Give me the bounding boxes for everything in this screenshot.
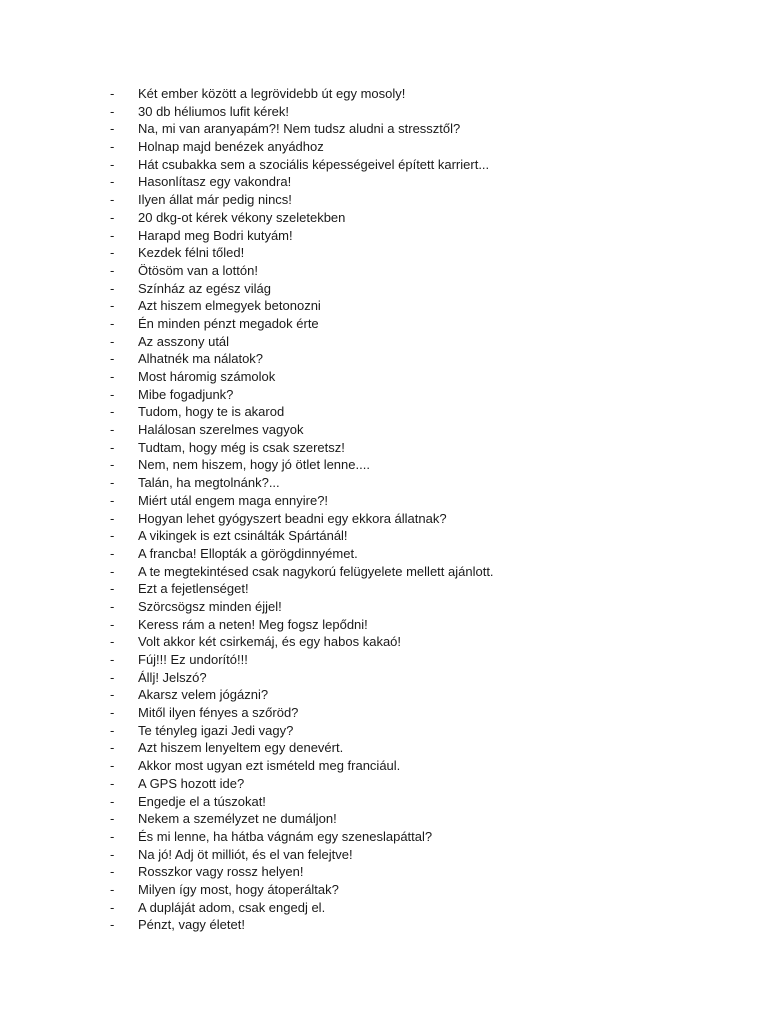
list-item-text: A te megtekintésed csak nagykorú felügyelete mellett ajánlott. bbox=[138, 563, 494, 579]
list-bullet: - bbox=[110, 864, 115, 880]
list-item-text: Mibe fogadjunk? bbox=[138, 386, 234, 402]
list-bullet: - bbox=[110, 315, 115, 331]
list-item-text: A francba! Ellopták a görögdinnyémet. bbox=[138, 545, 358, 561]
list-bullet: - bbox=[110, 86, 115, 101]
list-bullet: - bbox=[110, 881, 115, 897]
list-item bbox=[110, 315, 730, 333]
list-bullet: - bbox=[110, 652, 115, 667]
list-item bbox=[110, 686, 730, 704]
list-bullet: - bbox=[110, 528, 115, 544]
list-bullet: - bbox=[110, 687, 115, 703]
list-item bbox=[110, 757, 730, 775]
list-item bbox=[110, 244, 730, 262]
list-item bbox=[110, 138, 730, 156]
list-item bbox=[110, 403, 730, 421]
list-item-text: Halálosan szerelmes vagyok bbox=[138, 422, 304, 438]
list-item bbox=[110, 333, 730, 351]
list-bullet: - bbox=[110, 510, 115, 526]
list-bullet: - bbox=[110, 227, 115, 243]
list-bullet: - bbox=[110, 121, 115, 137]
list-item-text: Rosszkor vagy rossz helyen! bbox=[138, 864, 304, 880]
list-item bbox=[110, 227, 730, 245]
list-bullet: - bbox=[110, 793, 115, 809]
list-item bbox=[110, 191, 730, 209]
list-item-text: Ilyen állat már pedig nincs! bbox=[138, 192, 292, 208]
list-item bbox=[110, 846, 730, 864]
list-item bbox=[110, 899, 730, 917]
list-item-text: 20 dkg-ot kérek vékony szeletekben bbox=[138, 209, 346, 225]
list-item bbox=[110, 810, 730, 828]
list-item-text: Alhatnék ma nálatok? bbox=[138, 351, 264, 367]
list-bullet: - bbox=[110, 192, 115, 208]
list-item-text: Azt hiszem lenyeltem egy denevért. bbox=[138, 740, 344, 756]
list-bullet: - bbox=[110, 404, 115, 420]
list-item bbox=[110, 368, 730, 386]
list-item bbox=[110, 722, 730, 740]
list-item bbox=[110, 474, 730, 492]
list-item bbox=[110, 492, 730, 510]
list-item-text: Harapd meg Bodri kutyám! bbox=[138, 227, 293, 243]
list-item-text: 30 db héliumos lufit kérek! bbox=[138, 103, 290, 119]
list-bullet: - bbox=[110, 369, 115, 384]
list-bullet: - bbox=[110, 156, 115, 172]
list-item bbox=[110, 510, 730, 528]
list-item bbox=[110, 350, 730, 368]
list-item bbox=[110, 580, 730, 598]
list-bullet: - bbox=[110, 280, 115, 296]
list-item-text: Miért utál engem maga ennyire?! bbox=[138, 492, 329, 508]
list-item-text: Ezt a fejetlenséget! bbox=[138, 581, 249, 597]
list-item bbox=[110, 262, 730, 280]
list-item-text: A GPS hozott ide? bbox=[138, 775, 245, 791]
list-item-text: Hogyan lehet gyógyszert beadni egy ekkora állatnak? bbox=[138, 510, 447, 526]
list-item-text: Volt akkor két csirkemáj, és egy habos kakaó! bbox=[138, 634, 402, 650]
phrase-list bbox=[110, 85, 730, 934]
list-item-text: Hát csubakka sem a szociális képességeivel épített karriert... bbox=[138, 156, 490, 172]
list-bullet: - bbox=[110, 475, 115, 491]
list-item bbox=[110, 863, 730, 881]
list-bullet: - bbox=[110, 634, 115, 650]
list-item-text: Te tényleg igazi Jedi vagy? bbox=[138, 722, 294, 738]
list-item-text: Kezdek félni tőled! bbox=[138, 245, 245, 261]
list-item-text: Az asszony utál bbox=[138, 333, 230, 349]
list-bullet: - bbox=[110, 705, 115, 721]
list-item bbox=[110, 633, 730, 651]
list-item-text: Állj! Jelszó? bbox=[138, 669, 207, 685]
list-item-text: Pénzt, vagy életet! bbox=[138, 917, 245, 933]
list-item bbox=[110, 793, 730, 811]
list-item-text: Akkor most ugyan ezt ismételd meg franciául. bbox=[138, 758, 401, 774]
list-item-text: Most háromig számolok bbox=[138, 369, 276, 384]
list-item bbox=[110, 456, 730, 474]
list-bullet: - bbox=[110, 917, 115, 933]
list-item-text: Na jó! Adj öt milliót, és el van felejtve! bbox=[138, 846, 353, 862]
list-item bbox=[110, 85, 730, 103]
list-bullet: - bbox=[110, 616, 115, 632]
list-item bbox=[110, 598, 730, 616]
list-item-text: Talán, ha megtolnánk?... bbox=[138, 475, 280, 491]
list-item-text: Mitől ilyen fényes a szőröd? bbox=[138, 705, 299, 721]
list-bullet: - bbox=[110, 386, 115, 402]
list-item bbox=[110, 439, 730, 457]
list-item bbox=[110, 545, 730, 563]
list-bullet: - bbox=[110, 740, 115, 756]
list-bullet: - bbox=[110, 563, 115, 579]
list-bullet: - bbox=[110, 333, 115, 349]
list-bullet: - bbox=[110, 245, 115, 261]
list-item-text: Nekem a személyzet ne dumáljon! bbox=[138, 811, 337, 827]
list-item-text: Holnap majd benézek anyádhoz bbox=[138, 139, 324, 155]
list-item bbox=[110, 651, 730, 669]
list-bullet: - bbox=[110, 103, 115, 119]
list-bullet: - bbox=[110, 758, 115, 774]
list-item bbox=[110, 828, 730, 846]
list-bullet: - bbox=[110, 899, 115, 915]
list-item bbox=[110, 916, 730, 934]
list-bullet: - bbox=[110, 722, 115, 738]
list-item bbox=[110, 616, 730, 634]
list-item-text: Tudtam, hogy még is csak szeretsz! bbox=[138, 439, 345, 455]
list-item-text: Ötösöm van a lottón! bbox=[138, 262, 258, 278]
list-bullet: - bbox=[110, 298, 115, 314]
list-item bbox=[110, 103, 730, 121]
list-bullet: - bbox=[110, 457, 115, 473]
list-item bbox=[110, 120, 730, 138]
list-item-text: Én minden pénzt megadok érte bbox=[138, 315, 319, 331]
list-item bbox=[110, 563, 730, 581]
list-item-text: Két ember között a legrövidebb út egy mosoly! bbox=[138, 86, 406, 101]
list-item-text: A dupláját adom, csak engedj el. bbox=[138, 899, 326, 915]
list-bullet: - bbox=[110, 598, 115, 614]
list-item-text: Akarsz velem jógázni? bbox=[138, 687, 269, 703]
list-item-text: Nem, nem hiszem, hogy jó ötlet lenne.... bbox=[138, 457, 370, 473]
list-bullet: - bbox=[110, 492, 115, 508]
list-item bbox=[110, 280, 730, 298]
list-item bbox=[110, 209, 730, 227]
list-item-text: Fúj!!! Ez undorító!!! bbox=[138, 652, 248, 667]
list-bullet: - bbox=[110, 139, 115, 155]
list-item-text: A vikingek is ezt csinálták Spártánál! bbox=[138, 528, 348, 544]
list-bullet: - bbox=[110, 669, 115, 685]
list-bullet: - bbox=[110, 811, 115, 827]
list-item bbox=[110, 297, 730, 315]
list-bullet: - bbox=[110, 209, 115, 225]
list-item bbox=[110, 739, 730, 757]
list-item bbox=[110, 775, 730, 793]
list-bullet: - bbox=[110, 351, 115, 367]
list-item bbox=[110, 669, 730, 687]
list-bullet: - bbox=[110, 581, 115, 597]
list-bullet: - bbox=[110, 545, 115, 561]
list-bullet: - bbox=[110, 439, 115, 455]
list-item-text: Szörcsögsz minden éjjel! bbox=[138, 598, 282, 614]
list-bullet: - bbox=[110, 174, 115, 190]
list-item-text: Na, mi van aranyapám?! Nem tudsz aludni a stressztől? bbox=[138, 121, 461, 137]
list-bullet: - bbox=[110, 262, 115, 278]
list-item-text: Hasonlítasz egy vakondra! bbox=[138, 174, 292, 190]
list-item bbox=[110, 704, 730, 722]
list-item bbox=[110, 173, 730, 191]
list-item-text: Színház az egész világ bbox=[138, 280, 271, 296]
list-item-text: És mi lenne, ha hátba vágnám egy szeneslapáttal? bbox=[138, 828, 433, 844]
list-item-text: Tudom, hogy te is akarod bbox=[138, 404, 285, 420]
list-item bbox=[110, 156, 730, 174]
list-item-text: Azt hiszem elmegyek betonozni bbox=[138, 298, 321, 314]
list-item-text: Engedje el a túszokat! bbox=[138, 793, 266, 809]
list-bullet: - bbox=[110, 422, 115, 438]
list-bullet: - bbox=[110, 846, 115, 862]
list-bullet: - bbox=[110, 775, 115, 791]
list-item-text: Keress rám a neten! Meg fogsz lepődni! bbox=[138, 616, 368, 632]
list-item bbox=[110, 527, 730, 545]
list-item bbox=[110, 881, 730, 899]
list-item-text: Milyen így most, hogy átoperáltak? bbox=[138, 881, 339, 897]
list-item bbox=[110, 421, 730, 439]
list-item bbox=[110, 386, 730, 404]
list-bullet: - bbox=[110, 828, 115, 844]
